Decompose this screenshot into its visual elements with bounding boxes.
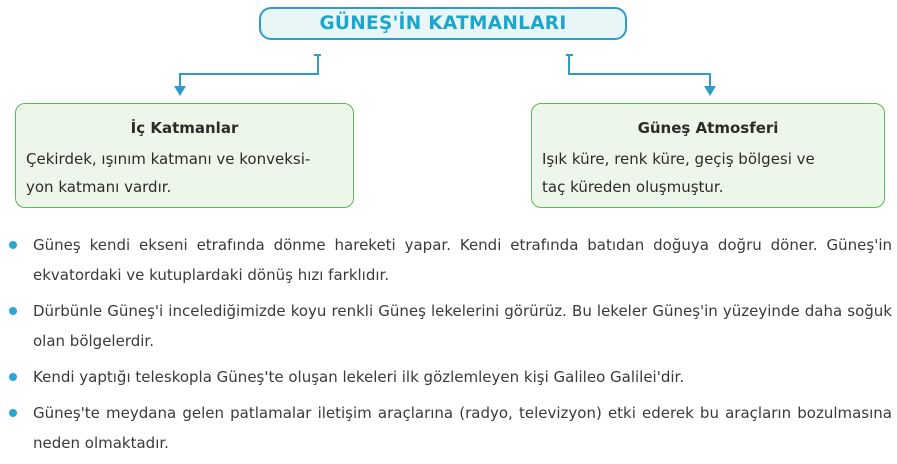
node-body-line: Çekirdek, ışınım katmanı ve konveksi-	[26, 150, 311, 168]
node-body-line: yon katmanı vardır.	[26, 178, 172, 196]
bullet-item: Güneş'te meydana gelen patlamalar iletişim araçlarına (radyo, televizyon) etki ederek bu araçların bozulmasına neden olmaktadır.	[7, 398, 892, 458]
bullet-list	[7, 230, 892, 464]
node-heading: Güneş Atmosferi	[637, 119, 779, 137]
connector-right	[566, 55, 716, 96]
node-body	[542, 145, 874, 201]
connector-left	[174, 55, 321, 96]
node-body-line: taç küreden oluşmuştur.	[542, 178, 724, 196]
diagram-title: GÜNEŞ'İN KATMANLARI	[319, 13, 567, 34]
bullet-item: Dürbünle Güneş'i incelediğimizde koyu renkli Güneş lekelerini görürüz. Bu lekeler Güneş'in yüzeyinde daha soğuk olan bölgelerdir.	[7, 296, 892, 356]
node-sun-atmosphere	[531, 103, 885, 208]
bullet-item: Güneş kendi ekseni etrafında dönme hareketi yapar. Kendi etrafında batıdan doğuya doğru döner. Güneş'in ekvatordaki ve kutuplardaki dönüş hızı farklıdır.	[7, 230, 892, 290]
diagram-title-box	[259, 7, 627, 40]
node-heading: İç Katmanlar	[130, 119, 239, 137]
node-body-line: Işık küre, renk küre, geçiş bölgesi ve	[542, 150, 815, 168]
bullet-item: Kendi yaptığı teleskopla Güneş'te oluşan lekeleri ilk gözlemleyen kişi Galileo Galilei'dir.	[7, 362, 892, 392]
node-inner-layers	[15, 103, 354, 208]
node-body	[26, 145, 343, 201]
